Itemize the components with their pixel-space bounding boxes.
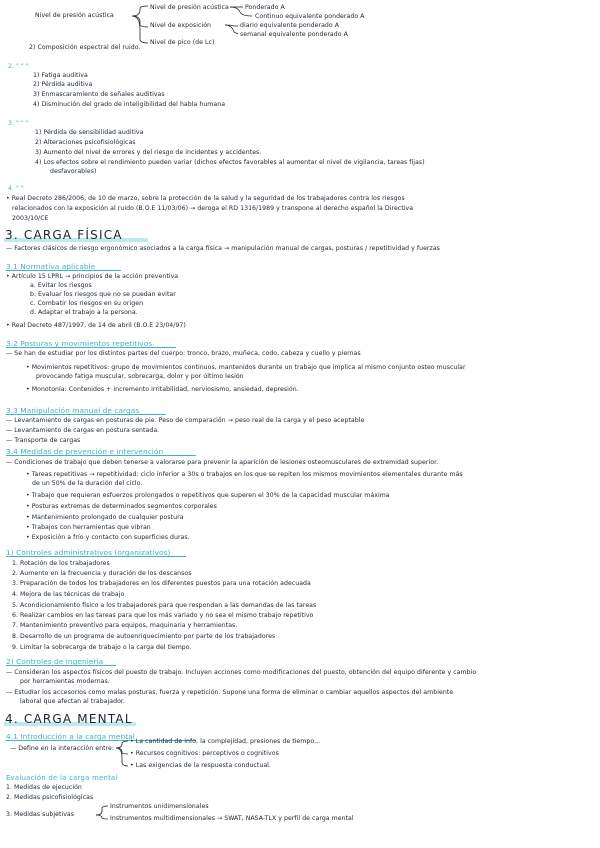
subsection-heading: 3.4 Medidas de prevención e intervención xyxy=(6,447,164,456)
note-line: diario equivalente ponderado A xyxy=(240,22,340,29)
note-line: • Real Decreto 487/1997, de 14 de abril (B.O.E 23/04/97) xyxy=(6,322,186,329)
note-line: • Monotonía: Contenidos + incremento irritabilidad, nerviosismo, ansiedad, depresión. xyxy=(26,386,299,393)
item-heading: 2. " " " xyxy=(8,63,29,70)
note-line: • Real Decreto 286/2006, de 10 de marzo, sobre la protección de la salud y la seguridad de los trabajadores contra los riesgos xyxy=(6,195,405,202)
note-line: por herramientas modernas. xyxy=(20,678,110,685)
note-line: • Recursos cognitivos: perceptivos o cognitivos xyxy=(130,750,279,757)
note-line: • Posturas extremas de determinados segmentos corporales xyxy=(26,503,217,510)
note-line: a. Evitar los riesgos xyxy=(30,282,92,289)
subsection-heading: 4.1 Introducción a la carga mental xyxy=(6,732,135,741)
note-line: laboral que afectan al trabajador. xyxy=(20,698,125,705)
note-line: — Condiciones de trabajo que deben tenerse a valorarse para prevenir la aparición de lesiones osteomusculares de extremidad superior. xyxy=(6,459,439,466)
note-line: — Factores clásicos de riesgo ergonómico asociados a la carga física → manipulación manual de cargas, posturas / repetitividad y fuerzas xyxy=(6,245,440,252)
note-line: • Exposición a frío y contacto con superficies duras. xyxy=(26,534,190,541)
subsection-heading: 1) Controles administrativos (organizativos) xyxy=(6,548,171,557)
note-line: • Las exigencias de la respuesta conductual. xyxy=(130,762,271,769)
note-line: 1. Rotación de los trabajadores xyxy=(12,560,110,567)
note-line: 1) Pérdida de sensibilidad auditiva xyxy=(35,129,144,136)
note-line: • La cantidad de info, la complejidad, presiones de tiempo... xyxy=(130,738,321,745)
note-line: 6. Realizar cambios en las tareas para que los más variado y no sea el mismo trabajo repetitivo xyxy=(12,612,314,619)
note-line: Continuo equivalente ponderado A xyxy=(255,13,365,20)
note-line: • Trabajo que requieran esfuerzos prolongados o repetitivos que superen el 30% de la capacidad muscular máxima xyxy=(26,492,390,499)
note-line: Nivel de exposición xyxy=(150,22,211,29)
note-line: • Movimientos repetitivos: grupo de movimientos continuos, mantenidos durante un trabajo que implica al mismo conjunto osteo muscular xyxy=(26,364,466,371)
note-line: 2003/10/CE xyxy=(12,215,49,222)
note-line: • Artículo 15 LPRL → principios de la acción preventiva xyxy=(6,273,179,280)
note-line: • Tareas repetitivas → repetitividad: ciclo inferior a 30s o trabajos en los que se repiten los mismos movimientos elementales durante más xyxy=(26,471,463,478)
note-line: semanal equivalente ponderado A xyxy=(240,31,348,38)
note-line: 1) Fatiga auditiva xyxy=(33,72,88,79)
note-line: Instrumentos unidimensionales xyxy=(110,803,209,810)
note-line: provocando fatiga muscular, sobrecarga, dolor y por último lesión xyxy=(36,373,244,380)
note-line: 8. Desarrollo de un programa de autoenriquecimiento por parte de los trabajadores xyxy=(12,633,276,640)
note-line: — Se han de estudiar por los distintos partes del cuerpo: tronco, brazo, muñeca, codo, cabeza y cuello y piernas xyxy=(6,350,361,357)
note-line: — Estudiar los accesorios como malas posturas, fuerza y repetición. Supone una forma de eliminar o cambiar aquellos aspectos del ambiente xyxy=(6,689,454,696)
note-line: 7. Mantenimiento preventivo para equipos, maquinaria y herramientas. xyxy=(12,622,238,629)
note-line: 3. Preparación de todos los trabajadores en los diferentes puestos para una rotación adecuada xyxy=(12,580,311,587)
note-line: 4) Disminución del grado de inteligibilidad del habla humana xyxy=(33,101,226,108)
note-line: • Mantenimiento prolongado de cualquier postura xyxy=(26,514,184,521)
note-line: 4) Los efectos sobre el rendimiento pueden variar (dichos efectos favorables al aumentar el nivel de vigilancia, tareas fijas) xyxy=(35,159,425,166)
item-heading: 4. " " xyxy=(8,185,24,192)
subsection-heading: 3.1 Normativa aplicable xyxy=(6,262,96,271)
note-line: 2) Alteraciones psicofisiológicas xyxy=(35,139,136,146)
note-line: — Consideran los aspectos físicos del puesto de trabajo. Incluyen acciones como modificaciones del puesto, obtención del equipo diferente y cambio xyxy=(6,669,477,676)
note-line: — Levantamiento de cargas en postura sentada. xyxy=(6,427,160,434)
note-line: c. Combatir los riesgos en su origen xyxy=(30,300,144,307)
subsection-heading: 3.2 Posturas y movimientos repetitivos xyxy=(6,339,153,348)
note-line: — Define en la interacción entre: xyxy=(10,745,114,752)
note-line: 4. Mejora de las técnicas de trabajo xyxy=(12,591,125,598)
item-heading: 3. " " " xyxy=(8,120,29,127)
note-line: — Levantamiento de cargas en posturas de pie. Peso de comparación → peso real de la carga y el peso aceptable xyxy=(6,417,365,424)
note-line: b. Evaluar los riesgos que no se puedan evitar xyxy=(30,291,176,298)
section-heading: 4. CARGA MENTAL xyxy=(5,712,133,726)
note-line: Ponderado A xyxy=(245,4,285,11)
section-heading: 3. CARGA FÍSICA xyxy=(5,228,123,242)
note-line: 3. Medidas subjetivas xyxy=(6,811,75,818)
note-line: 3) Enmascaramiento de señales auditivas xyxy=(33,91,165,98)
note-line: Nivel de presión acústica xyxy=(150,4,229,11)
note-line: 2) Composición espectral del ruido. xyxy=(29,44,141,51)
note-line: Instrumentos multidimensionales → SWAT, NASA-TLX y perfil de carga mental xyxy=(110,815,354,822)
note-line: 1. Medidas de ejecución xyxy=(6,784,82,791)
note-line: d. Adaptar el trabajo a la persona. xyxy=(30,309,138,316)
note-line: — Transporte de cargas xyxy=(6,437,81,444)
note-line: relacionados con la exposición al ruido (B.O.E 11/03/06) → deroga el RD 1316/1989 y transpone al derecho español la Directiva xyxy=(12,205,414,212)
note-line: 9. Limitar la sobrecarga de trabajo o la carga del tiempo. xyxy=(12,644,192,651)
note-line: 2. Aumento en la frecuencia y duración de los descansos xyxy=(12,570,192,577)
note-line: de un 50% de la duración del ciclo. xyxy=(32,480,143,487)
note-line: desfavorables) xyxy=(50,168,97,175)
note-line: 2. Medidas psicofisiológicas xyxy=(6,794,94,801)
subsection-heading: 3.3 Manipulación manual de cargas xyxy=(6,406,140,415)
subsection-heading: Evaluación de la carga mental xyxy=(6,774,118,782)
note-line: 2) Pérdida auditiva xyxy=(33,81,93,88)
subsection-heading: 2) Controles de ingeniería xyxy=(6,657,104,666)
note-line: 5. Acondicionamiento físico a los trabajadores para que respondan a las demandas de las tareas xyxy=(12,602,317,609)
note-line: 3) Aumento del nivel de errores y del riesgo de incidentes y accidentes. xyxy=(35,149,262,156)
note-line: Nivel de presión acústica xyxy=(35,12,114,19)
note-line: • Trabajos con herramientas que vibran xyxy=(26,524,151,531)
note-line: Nivel de pico (de Lc) xyxy=(150,39,215,46)
